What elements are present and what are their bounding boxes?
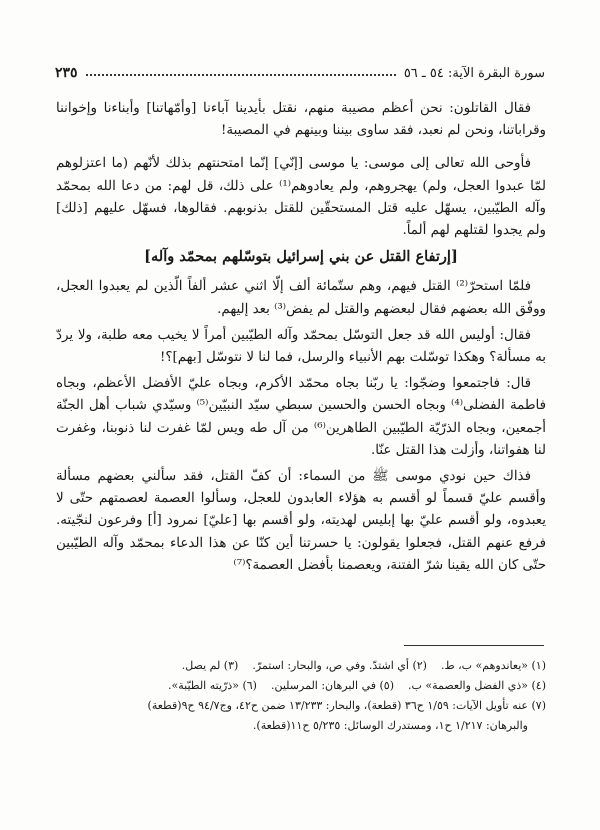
footnote-continuation: والبرهان: ١/٢١٧ ح١، ومستدرك الوسائل: ٥/٢٣٥ ح١١(قطعة). (252, 719, 528, 732)
section-heading: [إرتفاع القتل عن بني إسرائيل بتوسّلهم بمحمّد وآله] (144, 248, 458, 266)
footnote: (٣) لم يصل. (181, 659, 239, 672)
main-text (56, 98, 546, 588)
footnote: (١) «يعاندوهم» ب، ط. (440, 659, 546, 672)
footnote: (٦) «ذرّيته الطيّبة». (168, 679, 257, 692)
footnotes (56, 656, 546, 736)
header-dotted-rule (86, 74, 396, 76)
paragraph: فقال: أوليس الله قد جعل التوسّل بمحمّد وآله الطيّبين أمراً لا يخيب معه طلبة، ولا يردّ به مسألة؟ وهكذا توسّلت بهم الأنبياء والرسل، فما لنا لا نتوسّل [بهم]؟! (56, 327, 546, 366)
paragraph: فقال القاتلون: نحن أعظم مصيبة منهم، نقتل بأيدينا آباءنا [وأمّهاتنا] وأبناءنا وإخواننا وقراباتنا، ونحن لم نعبد، فقد ساوى بيننا وبينهم في المصيبة! (56, 101, 546, 139)
paragraph: فذاك حين نودي موسى ﷺ من السماء: أن كفّ القتل، فقد سألني بعضهم مسألة وأقسم عليّ قسماً لو أقسم به هؤلاء العابدون للعجل، وسألوا العصمة لعصمتهم حتّى لا يعبدوه، ولو أقسم عليّ بها إبليس لهديته، ولو أقسم بها [عليّ] نمرود [أ] وفرعون لنجّيته. فرفع عنهم القتل، فجعلوا يقولون: يا حسرتنا أين كنّا عن هذا الدعاء بمحمّد وآله الطيّبين حتّى كان الله يقينا شرّ الفتنة، ويعصمنا بأفضل العصمة؟⁽⁷⁾ (56, 469, 546, 573)
running-title: سورة البقرة الآية: ٥٤ ـ ٥٦ (403, 65, 545, 81)
footnote-row (56, 656, 546, 676)
running-header (55, 62, 545, 84)
footnote: (٧) عنه تأويل الآيات: ١/٥٩ ح٣٦ (قطعة)، والبحار: ١٣/٢٣٣ ضمن ح٤٢، وج٩٤/٧ ح٩(قطعة) (147, 699, 546, 712)
page-number: ٢٣٥ (55, 65, 78, 81)
footnote: (٥) في البرهان: المرسلين. (270, 679, 395, 692)
footnote-row (56, 676, 546, 696)
paragraph: فلمّا استحرّ⁽²⁾ القتل فيهم، وهم ستّمائة ألف إلّا اثني عشر ألفاً الّذين لم يعبدوا العجل، ووفّق الله بعضهم فقال لبعضهم والقتل لم يفض⁽³⁾ بعد إليهم. (56, 279, 546, 317)
paragraph: فأوحى الله تعالى إلى موسى: يا موسى [إنّي] إنّما امتحنتهم بذلك لأنّهم (ما اعتزلوهم لمّا عبدوا العجل، ولم) يهجروهم، ولم يعادوهم⁽¹⁾ على ذلك، قل لهم: من دعا الله بمحمّد وآله الطيّبين، يسهّل عليه قتل المستحقّين للقتل بذنوبهم. فقالوها، فسهّل عليهم [ذلك] ولم يجدوا لقتلهم لهم ألماً. (56, 156, 546, 239)
footnote: (٢) أي اشتدّ. وفي ص، والبحار: استمرّ. (252, 659, 427, 672)
paragraph: قال: فاجتمعوا وضجّوا: يا ربّنا بجاه محمّد الأكرم، وبجاه عليّ الأفضل الأعظم، وبجاه فاطمة الفضلى⁽⁴⁾ وبجاه الحسن والحسين سبطي سيّد النبيّين⁽⁵⁾ وسيّدي شباب أهل الجنّة أجمعين، وبجاه الذرّيّة الطيّبين الطاهرين⁽⁶⁾ من آل طه ويس لمّا غفرت لنا ذنوبنا، وغفرت لنا هفواتنا، وأزلت هذا القتل عنّا. (56, 376, 547, 458)
footnote-separator (404, 645, 544, 646)
footnote: (٤) «ذي الفضل والعصمة» ب. (408, 679, 546, 692)
